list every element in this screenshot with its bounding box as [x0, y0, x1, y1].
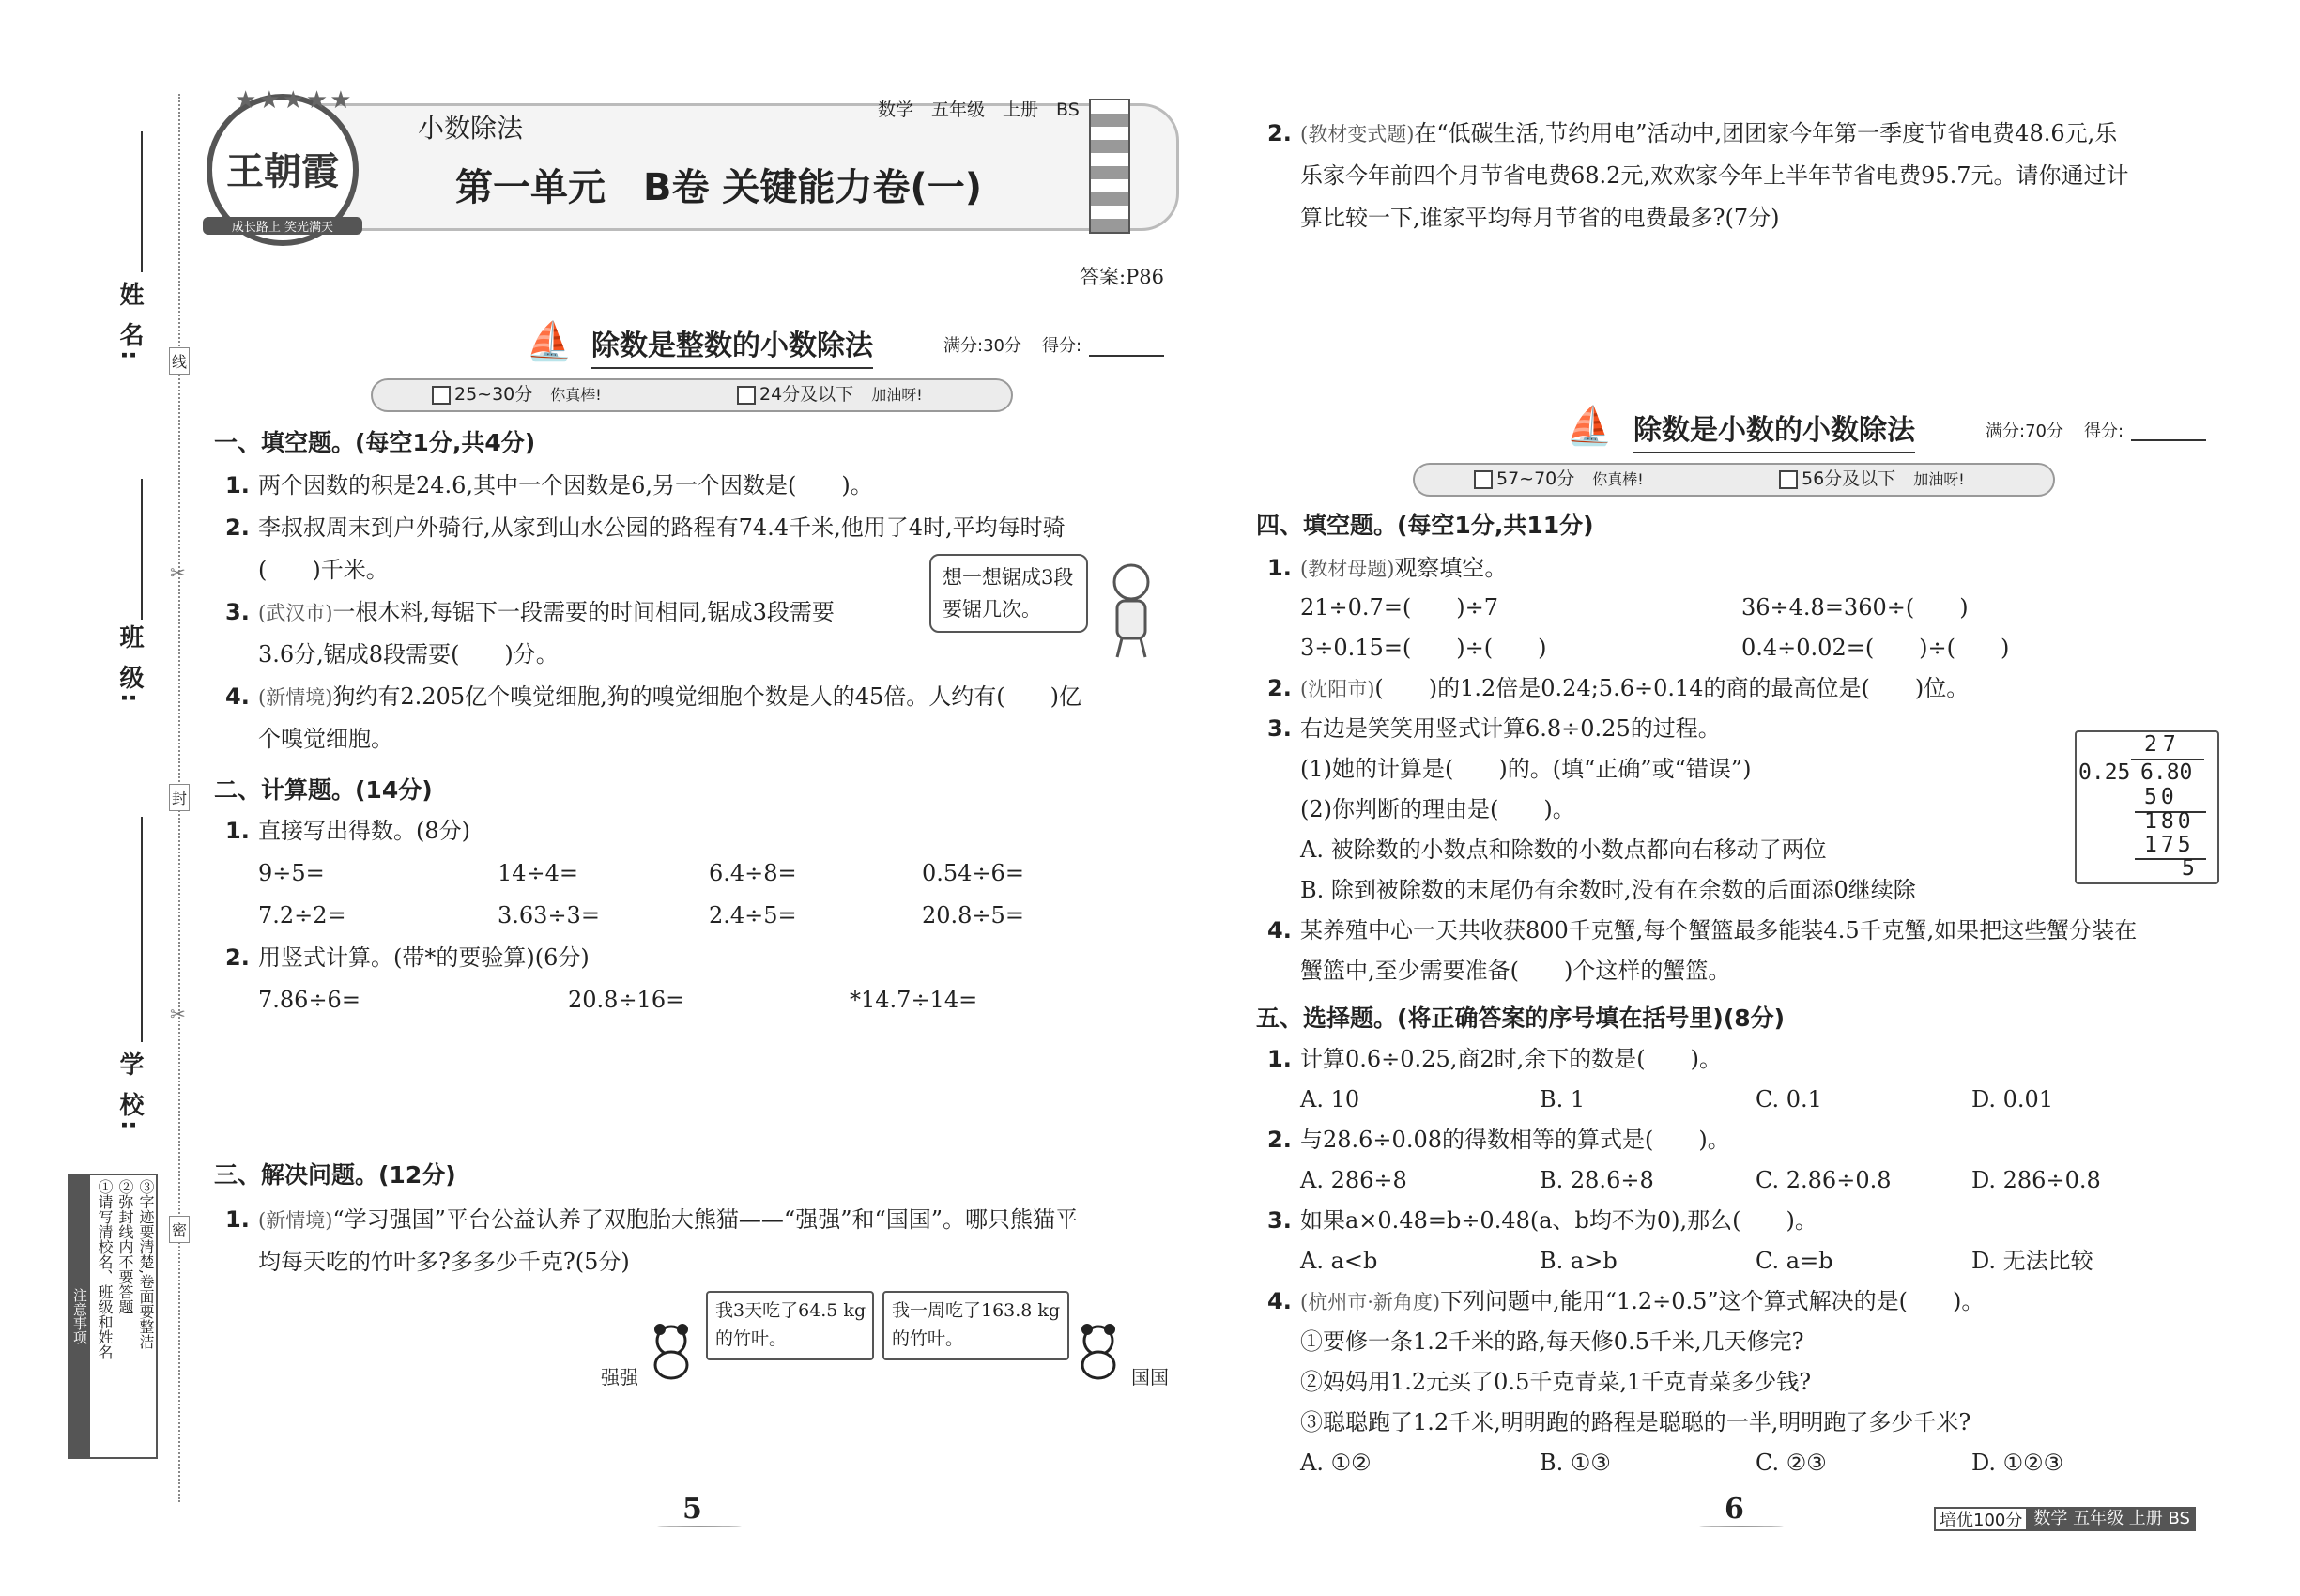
- grade-note: 加油呀!: [1913, 470, 1965, 488]
- div-line: 180: [2144, 809, 2195, 834]
- q-num: 1.: [225, 1206, 250, 1233]
- subject-meta: 数学 五年级 上册 BS: [878, 100, 1080, 120]
- calc-item: 6.4÷8=: [709, 860, 797, 886]
- sec5-title: 五、选择题。(将正确答案的序号填在括号里)(8分): [1256, 1005, 1786, 1032]
- option[interactable]: B. ①③: [1540, 1450, 1611, 1476]
- q-tag: (新情境): [258, 686, 333, 709]
- q-num: 2.: [225, 944, 250, 971]
- name-label: 姓 名:: [115, 282, 144, 364]
- sec2-title: 二、计算题。(14分): [214, 776, 433, 804]
- div-line: 175: [2144, 833, 2195, 857]
- option[interactable]: C. 0.1: [1756, 1086, 1822, 1113]
- sec3-title: 三、解决问题。(12分): [214, 1161, 456, 1189]
- q-num: 3.: [225, 599, 250, 625]
- q-num: 4.: [225, 683, 250, 710]
- sec5-q3: 如果a×0.48=b÷0.48(a、b均不为0),那么( )。: [1300, 1207, 1817, 1234]
- option[interactable]: A. a<b: [1300, 1248, 1378, 1274]
- scissors-icon: ✂: [170, 561, 186, 584]
- long-division-box: [2075, 730, 2219, 884]
- logo: [207, 94, 359, 246]
- grade-note: 你真棒!: [550, 386, 602, 404]
- part2-grade-b[interactable]: [1779, 463, 1965, 496]
- sec4-q3-2: (2)你判断的理由是( )。: [1300, 796, 1575, 822]
- q-num: 2.: [225, 514, 250, 541]
- checkbox[interactable]: [1474, 470, 1493, 489]
- q-tag: (教材变式题): [1300, 123, 1415, 146]
- checkbox[interactable]: [1779, 470, 1798, 489]
- sec5-q4-2: ②妈妈用1.2元买了0.5千克青菜,1千克青菜多少钱?: [1300, 1369, 1812, 1395]
- sec4-q4a: 某养殖中心一天共收获800千克蟹,每个蟹篮最多能装4.5千克蟹,如果把这些蟹分装在: [1300, 917, 2138, 944]
- cut-mark-feng: 封: [169, 784, 190, 811]
- lighthouse-icon: [1089, 99, 1130, 234]
- sec4-q3-1: (1)她的计算是( )的。(填“正确”或“错误”): [1300, 756, 1752, 782]
- right-q2c: 算比较一下,谁家平均每月节省的电费最多?(7分): [1300, 205, 1780, 231]
- option[interactable]: D. ①②③: [1971, 1450, 2064, 1476]
- calc-item: 20.8÷5=: [922, 902, 1024, 928]
- option[interactable]: B. 1: [1540, 1086, 1586, 1113]
- q-text: 在“低碳生活,节约用电”活动中,团团家今年第一季度节省电费48.6元,乐: [1414, 120, 2118, 146]
- badge-right: 数学 五年级 上册 BS: [2028, 1507, 2196, 1531]
- option[interactable]: A. 10: [1300, 1086, 1360, 1113]
- sec4-q4b: 蟹篮中,至少需要准备( )个这样的蟹篮。: [1300, 958, 1731, 984]
- equation: 0.4÷0.02=( )÷( ): [1741, 635, 2010, 661]
- sec5-q4-3: ③聪聪跑了1.2千米,明明跑的路程是聪聪的一半,明明跑了多少千米?: [1300, 1409, 1971, 1435]
- part2-grade-a[interactable]: [1474, 463, 1644, 496]
- part1-grade-b[interactable]: [737, 378, 923, 411]
- sec5-q4-1: ①要修一条1.2千米的路,每天修0.5千米,几天修完?: [1300, 1328, 1804, 1355]
- option[interactable]: A. 286÷8: [1300, 1167, 1407, 1193]
- grade-range: 57~70分: [1496, 468, 1575, 489]
- q-text: 观察填空。: [1394, 555, 1508, 581]
- calc-item: 3.63÷3=: [498, 902, 600, 928]
- option[interactable]: B. a>b: [1540, 1248, 1618, 1274]
- sec4-q2: [1300, 672, 1969, 705]
- grade-note: 加油呀!: [871, 386, 923, 404]
- sec2-q2: 用竖式计算。(带*的要验算)(6分): [258, 944, 590, 971]
- option[interactable]: D. 0.01: [1971, 1086, 2054, 1113]
- hint-bubble: [929, 554, 1088, 633]
- sec5-q1: 计算0.6÷0.25,商2时,余下的数是( )。: [1300, 1046, 1722, 1072]
- panda-icon: [648, 1324, 695, 1384]
- grade-note: 你真棒!: [1592, 470, 1644, 488]
- option[interactable]: D. 286÷0.8: [1971, 1167, 2101, 1193]
- calc-item: 14÷4=: [498, 860, 579, 886]
- hint-text: 想一想锯成3段要锯几次。: [943, 566, 1074, 621]
- calc-item: 7.2÷2=: [258, 902, 346, 928]
- q-num: 4.: [1267, 917, 1292, 944]
- calc-item: 2.4÷5=: [709, 902, 797, 928]
- chapter-label: 小数除法: [418, 113, 524, 144]
- panda-name-left: 强强: [601, 1366, 638, 1389]
- equation: 36÷4.8=360÷( ): [1741, 594, 1969, 621]
- q-num: 3.: [1267, 1207, 1292, 1234]
- part1-score-label: 得分:: [1042, 336, 1082, 356]
- sec4-q1: [1300, 552, 1507, 585]
- sec1-title: 一、填空题。(每空1分,共4分): [214, 429, 536, 456]
- school-field[interactable]: [141, 817, 143, 1042]
- calc-item: 9÷5=: [258, 860, 325, 886]
- page-wave-right: [1699, 1526, 1784, 1527]
- notice-item: ①请写清校名、班级和姓名: [96, 1179, 114, 1359]
- calc-item: 7.86÷6=: [258, 987, 360, 1013]
- div-divisor: 0.25: [2078, 760, 2131, 785]
- q-num: 3.: [1267, 715, 1292, 742]
- div-bar: [2135, 858, 2206, 860]
- grade-range: 56分及以下: [1802, 468, 1896, 489]
- grade-range: 24分及以下: [759, 384, 854, 405]
- panda-icon: [1075, 1324, 1122, 1384]
- q-tag: (教材母题): [1300, 558, 1395, 580]
- q-num: 1.: [1267, 1046, 1292, 1072]
- speech-bubble-right: [882, 1291, 1069, 1360]
- option[interactable]: B. 28.6÷8: [1540, 1167, 1654, 1193]
- div-dividend: 6.80: [2140, 760, 2193, 785]
- name-field[interactable]: [141, 131, 143, 272]
- sailboat-icon: ⛵: [526, 320, 573, 363]
- logo-text: 王朝霞: [226, 149, 339, 193]
- right-q2a: [1300, 117, 2117, 150]
- right-q2b: 乐家今年前四个月节省电费68.2元,欢欢家今年上半年节省电费95.7元。请你通过计: [1300, 162, 2129, 189]
- checkbox[interactable]: [737, 386, 756, 405]
- option[interactable]: C. ②③: [1756, 1450, 1827, 1476]
- notice-item: ②弥封线内不要答题: [116, 1179, 134, 1314]
- star-icon: ★★★★★: [235, 86, 354, 115]
- part1-title: 除数是整数的小数除法: [591, 322, 873, 369]
- q-num: 1.: [225, 472, 250, 499]
- sec3-q1b: 均每天吃的竹叶多?多多少千克?(5分): [258, 1249, 630, 1275]
- bubble-text: 我一周吃了163.8 kg的竹叶。: [892, 1300, 1061, 1349]
- equation: 3÷0.15=( )÷( ): [1300, 635, 1547, 661]
- sec2-q1: 直接写出得数。(8分): [258, 818, 470, 844]
- q-text: 一根木料,每锯下一段需要的时间相同,锯成3段需要: [332, 599, 835, 625]
- sec4-title: 四、填空题。(每空1分,共11分): [1256, 512, 1594, 539]
- q-num: 1.: [225, 818, 250, 844]
- q-num: 2.: [1267, 1127, 1292, 1153]
- option[interactable]: C. 2.86÷0.8: [1756, 1167, 1892, 1193]
- page-wave-left: [657, 1526, 742, 1527]
- class-field[interactable]: [141, 479, 143, 620]
- checkbox[interactable]: [432, 386, 451, 405]
- sec1-q4b: 个嗅觉细胞。: [258, 726, 393, 752]
- sec4-q3: 右边是笑笑用竖式计算6.8÷0.25的过程。: [1300, 715, 1721, 742]
- sec1-q2a: 李叔叔周末到户外骑行,从家到山水公园的路程有74.4千米,他用了4时,平均每时骑: [258, 514, 1066, 541]
- sec4-q3-A: A. 被除数的小数点和除数的小数点都向右移动了两位: [1300, 836, 1827, 863]
- q-tag: (武汉市): [258, 602, 333, 624]
- q-num: 2.: [1267, 675, 1292, 701]
- part2-title: 除数是小数的小数除法: [1633, 407, 1915, 453]
- notice-title: 注意事项: [69, 1175, 90, 1457]
- calc-item: 0.54÷6=: [922, 860, 1024, 886]
- class-label: 班 级:: [115, 624, 144, 707]
- school-label: 学 校:: [115, 1051, 144, 1134]
- option[interactable]: D. 无法比较: [1971, 1248, 2093, 1274]
- equation: 21÷0.7=( )÷7: [1300, 594, 1499, 621]
- cartoon-character-icon: [1103, 559, 1159, 662]
- sec5-q2: 与28.6÷0.08的得数相等的算式是( )。: [1300, 1127, 1730, 1153]
- q-text: 狗约有2.205亿个嗅觉细胞,狗的嗅觉细胞个数是人的45倍。人约有( )亿: [332, 683, 1081, 710]
- page-title: 第一单元 B卷 关键能力卷(一): [455, 166, 982, 209]
- part2-score-field[interactable]: [2131, 439, 2206, 441]
- sec1-q3b: 3.6分,锯成8段需要( )分。: [258, 641, 559, 668]
- cut-mark-xian: 线: [169, 347, 190, 375]
- part2-full-score: 满分:70分: [1986, 422, 2063, 441]
- div-line: 5: [2182, 856, 2195, 881]
- scissors-icon: ✂: [170, 1003, 186, 1025]
- sailboat-icon: ⛵: [1566, 405, 1613, 448]
- sec3-q1a: [258, 1204, 1078, 1236]
- option[interactable]: C. a=b: [1756, 1248, 1833, 1274]
- sec1-q3a: [258, 596, 835, 629]
- div-quotient: 27: [2144, 732, 2182, 757]
- badge-left: 培优100分: [1934, 1507, 2028, 1531]
- q-text: 下列问题中,能用“1.2÷0.5”这个算式解决的是( )。: [1440, 1288, 1985, 1314]
- q-text: ( )的1.2倍是0.24;5.6÷0.14的商的最高位是( )位。: [1374, 675, 1970, 701]
- cut-mark-mi: 密: [169, 1216, 190, 1243]
- footer-badge: [1934, 1507, 2196, 1531]
- speech-bubble-left: [706, 1291, 874, 1360]
- notice-box: [68, 1174, 158, 1459]
- logo-ribbon: 成长路上 笑光满天: [203, 217, 362, 235]
- part1-grade-a[interactable]: [432, 378, 602, 411]
- part1-full-score: 满分:30分: [943, 336, 1021, 356]
- sec4-q3-B: B. 除到被除数的末尾仍有余数时,没有在余数的后面添0继续除: [1300, 877, 1916, 903]
- panda-name-right: 国国: [1131, 1366, 1169, 1389]
- sec1-q2b: ( )千米。: [258, 557, 389, 583]
- q-num: 4.: [1267, 1288, 1292, 1314]
- answer-ref: 答案:P86: [1080, 266, 1164, 288]
- q-num: 2.: [1267, 120, 1292, 146]
- page-number-right: 6: [1725, 1493, 1744, 1526]
- q-num: 1.: [1267, 555, 1292, 581]
- part1-score-field[interactable]: [1089, 355, 1164, 357]
- option[interactable]: A. ①②: [1300, 1450, 1372, 1476]
- grade-range: 25~30分: [454, 384, 533, 405]
- q-tag: (新情境): [258, 1209, 333, 1232]
- q-tag: (杭州市·新角度): [1300, 1291, 1441, 1313]
- calc-item: 20.8÷16=: [568, 987, 685, 1013]
- q-text: “学习强国”平台公益认养了双胞胎大熊猫——“强强”和“国国”。哪只熊猫平: [332, 1206, 1079, 1233]
- notice-item: ③字迹要清楚,卷面要整洁: [137, 1179, 155, 1350]
- q-tag: (沈阳市): [1300, 678, 1375, 700]
- sec5-q4: [1300, 1285, 1984, 1318]
- bubble-text: 我3天吃了64.5 kg的竹叶。: [715, 1300, 866, 1349]
- calc-item: *14.7÷14=: [850, 987, 978, 1013]
- part2-score-label: 得分:: [2084, 422, 2124, 441]
- page-number-left: 5: [682, 1493, 702, 1526]
- sec1-q1: 两个因数的积是24.6,其中一个因数是6,另一个因数是( )。: [258, 472, 873, 499]
- div-line: 50: [2144, 785, 2178, 809]
- sec1-q4a: [258, 681, 1081, 714]
